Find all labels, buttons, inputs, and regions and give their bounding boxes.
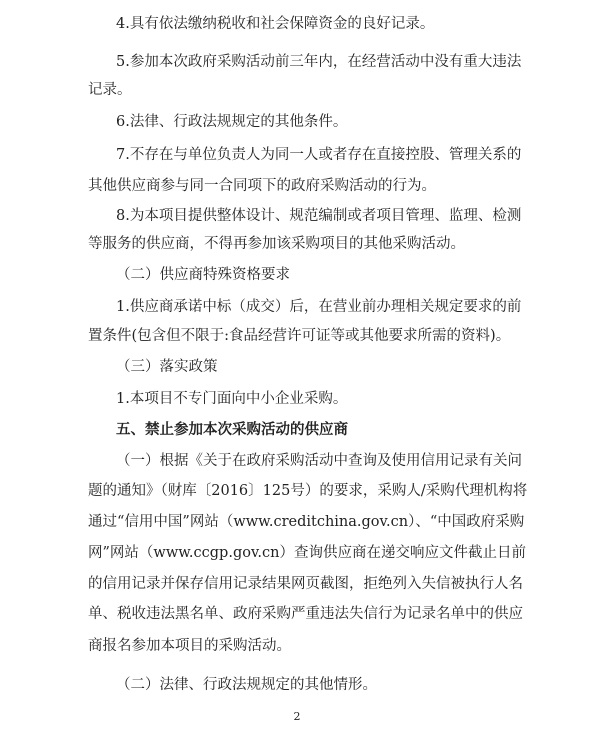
section-heading: （二）法律、行政法规规定的其他情形。 [116,677,377,693]
paragraph-line: 题的通知》（财库〔2016〕125号）的要求，采购人/采购代理机构将 [88,483,528,499]
paragraph-line: 6.法律、行政法规规定的其他条件。 [116,114,348,130]
paragraph-line: 7.不存在与单位负责人为同一人或者存在直接控股、管理关系的 [116,147,522,163]
paragraph-line: 等服务的供应商，不得再参加该采购项目的其他采购活动。 [88,236,465,252]
paragraph-line: （一）根据《关于在政府采购活动中查询及使用信用记录有关问 [116,453,522,469]
paragraph-line: 4.具有依法缴纳税收和社会保障资金的良好记录。 [116,16,435,32]
paragraph-line: 商报名参加本项目的采购活动。 [88,638,291,654]
paragraph-line: 网”网站（www.ccgp.gov.cn）查询供应商在递交响应文件截止日前 [88,545,527,561]
paragraph-line: 单、税收违法黑名单、政府采购严重违法失信行为记录名单中的供应 [88,606,523,622]
paragraph-line: 置条件(包含但不限于:食品经营许可证等或其他要求所需的资料)。 [88,328,511,344]
paragraph-line: 记录。 [88,82,132,98]
section-heading: （三）落实政策 [116,359,218,375]
paragraph-line: 其他供应商参与同一合同项下的政府采购活动的行为。 [88,178,436,194]
paragraph-line: 1.供应商承诺中标（成交）后，在营业前办理相关规定要求的前 [116,299,522,315]
paragraph-line: 1.本项目不专门面向中小企业采购。 [116,391,348,407]
paragraph-line: 通过“信用中国”网站（www.creditchina.gov.cn）、“中国政府采购 [88,514,525,530]
section-heading: 五、禁止参加本次采购活动的供应商 [116,421,348,438]
paragraph-line: 8.为本项目提供整体设计、规范编制或者项目管理、监理、检测 [116,208,522,224]
paragraph-line: 5.参加本次政府采购活动前三年内，在经营活动中没有重大违法 [116,54,522,70]
section-heading: （二）供应商特殊资格要求 [116,267,290,283]
page-number: 2 [293,710,301,723]
paragraph-line: 的信用记录并保存信用记录结果网页截图，拒绝列入失信被执行人名 [88,576,523,592]
